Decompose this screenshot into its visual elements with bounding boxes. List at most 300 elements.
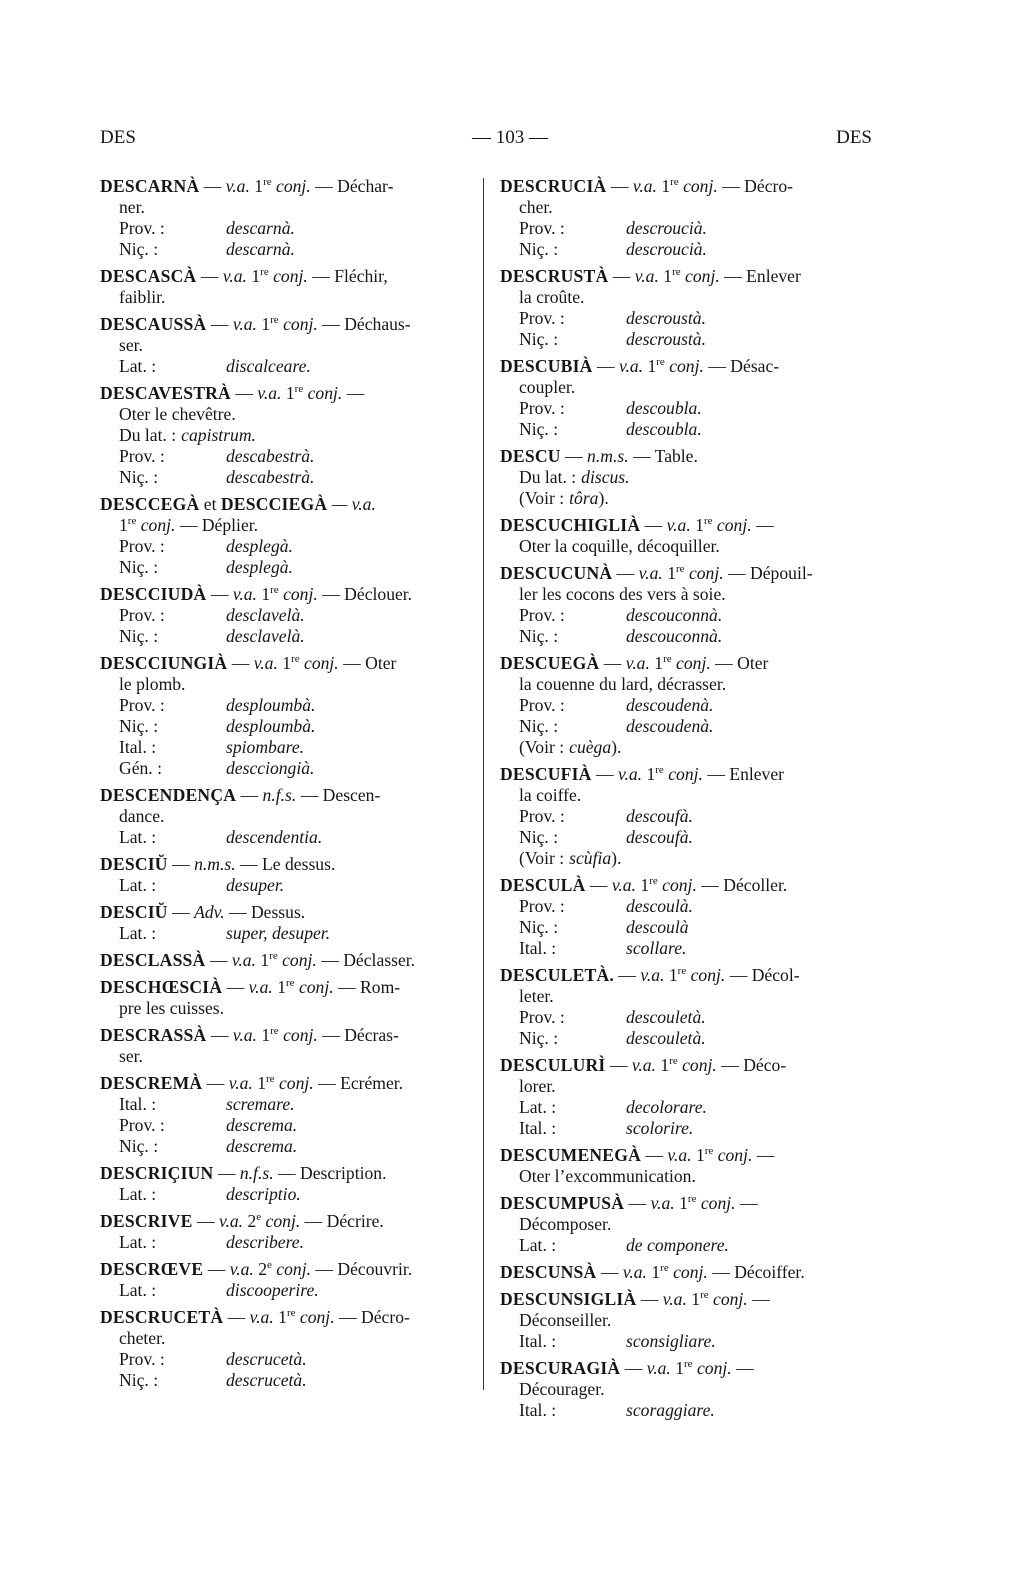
etymology-form: desclavelà. — [226, 626, 305, 646]
definition-text: coupler. — [519, 377, 576, 397]
definition-text: la coiffe. — [519, 785, 582, 805]
headword: DESCUMENEGÀ — [500, 1145, 642, 1165]
headword: DESCLASSÀ — [100, 950, 206, 970]
grammar-label: — v.a. — [331, 494, 376, 514]
etymology-form: descarnà. — [226, 239, 295, 259]
etymology-language: Gén. : — [119, 758, 162, 778]
etymology-language: Prov. : — [119, 1115, 165, 1135]
definition-continuation — [500, 674, 874, 695]
etymology-language: Niç. : — [119, 626, 159, 646]
headword: DESCUNSÀ — [500, 1262, 597, 1282]
dictionary-entry — [100, 1163, 475, 1205]
etymology-form: descouconnà. — [626, 626, 723, 646]
headword: DESCIŬ — [100, 854, 168, 874]
etymology-form: descrucetà. — [226, 1349, 307, 1369]
conjugation-label: conj. — [265, 1211, 301, 1231]
etymology-line — [500, 308, 874, 329]
grammar-label: v.a. — [257, 383, 282, 403]
etymology-language: Lat. : — [519, 1235, 557, 1255]
conjugation-number: 1 — [254, 176, 264, 196]
page-number: — 103 — — [472, 127, 548, 148]
definition-start: — — [736, 1358, 754, 1378]
conjugation-superscript: e — [256, 1211, 262, 1224]
entry-head-line: DESCIŬ — Adv. — Dessus. — [100, 902, 306, 922]
headword: DESCUCHIGLIÀ — [500, 515, 641, 535]
etymology-line — [100, 425, 475, 446]
etymology-line — [100, 605, 475, 626]
dictionary-entry — [100, 902, 475, 944]
etymology-line — [100, 1370, 475, 1391]
conjugation-superscript: re — [677, 965, 687, 978]
dictionary-entry — [500, 446, 874, 509]
conjugation-label: conj. — [685, 266, 720, 286]
entry-head-line: DESCUCHIGLIÀ — v.a. 1re conj. — — [500, 515, 774, 535]
definition-text: Oter l’excommunication. — [519, 1166, 696, 1186]
conjugation-number: 1 — [282, 653, 292, 673]
entry-head-line: DESCRIVE — v.a. 2e conj. — Décrire. — [100, 1211, 384, 1231]
conjugation-number: 1 — [251, 266, 261, 286]
etymology-form: descoudenà. — [626, 716, 714, 736]
etymology-form: scolorire. — [626, 1118, 694, 1138]
etymology-line — [100, 467, 475, 488]
dictionary-entry — [500, 1358, 874, 1421]
definition-start: — Décol- — [729, 965, 800, 985]
conjugation-label: conj. — [683, 176, 718, 196]
etymology-form: decolorare. — [626, 1097, 707, 1117]
etymology-form: descoulà — [626, 917, 689, 937]
definition-start: — Oter — [715, 653, 769, 673]
definition-start: — Déclouer. — [322, 584, 413, 604]
etymology-line — [100, 1232, 475, 1253]
dictionary-entry — [100, 977, 475, 1019]
column-left — [100, 176, 475, 1397]
etymology-language: Lat. : — [119, 1232, 157, 1252]
dictionary-entry — [500, 176, 874, 260]
definition-start: — Description. — [278, 1163, 387, 1183]
etymology-form: desploumbà. — [226, 716, 316, 736]
etymology-language: Niç. : — [519, 329, 559, 349]
definition-start: — Décras- — [322, 1025, 399, 1045]
definition-start: — Décoiffer. — [712, 1262, 805, 1282]
etymology-language: Prov. : — [519, 1007, 565, 1027]
definition-text: le plomb. — [119, 674, 186, 694]
conjugation-number: 1 — [660, 1055, 670, 1075]
headword: DESCCIUDÀ — [100, 584, 207, 604]
headword: DESCURAGIÀ — [500, 1358, 621, 1378]
etymology-line — [100, 1115, 475, 1136]
etymology-language: Prov. : — [119, 605, 165, 625]
headword: DESCUBIÀ — [500, 356, 593, 376]
entry-head-line: DESCUBIÀ — v.a. 1re conj. — Désac- — [500, 356, 780, 376]
etymology-line — [500, 1400, 874, 1421]
conjugation-number: 1 — [261, 584, 271, 604]
etymology-line — [500, 239, 874, 260]
conjugation-number: 2 — [258, 1259, 267, 1279]
entry-head-line: DESCENDENÇA — n.f.s. — Descen- — [100, 785, 381, 805]
definition-continuation — [100, 1046, 475, 1067]
dictionary-entry — [500, 965, 874, 1049]
etymology-form: desplegà. — [226, 536, 293, 556]
entry-head-line: DESCAVESTRÀ — v.a. 1re conj. — — [100, 383, 365, 403]
entry-head-line: DESCASCÀ — v.a. 1re conj. — Fléchir, — [100, 266, 388, 286]
definition-continuation — [100, 404, 475, 425]
etymology-language: Ital. : — [519, 1118, 557, 1138]
headword: DESCENDENÇA — [100, 785, 237, 805]
dictionary-entry — [500, 1262, 874, 1283]
etymology-language: Niç. : — [519, 239, 559, 259]
etymology-language: Lat. : — [119, 827, 157, 847]
dictionary-entry — [100, 494, 475, 578]
conjugation-label: conj. — [716, 515, 752, 535]
etymology-form: scùfia — [569, 848, 612, 868]
etymology-form: de componere. — [626, 1235, 729, 1255]
etymology-line — [100, 875, 475, 896]
etymology-line — [100, 1136, 475, 1157]
etymology-language: Prov. : — [119, 446, 165, 466]
dictionary-entry — [500, 653, 874, 758]
definition-start: — Dépouil- — [728, 563, 813, 583]
headword: DESCAUSSÀ — [100, 314, 207, 334]
etymology-language: Du lat. : — [119, 425, 177, 445]
headword: DESCUFIÀ — [500, 764, 592, 784]
etymology-form: descoulà. — [626, 896, 693, 916]
conjugation-label: conj. — [668, 764, 703, 784]
etymology-line — [500, 398, 874, 419]
conjugation-label: conj. — [688, 563, 724, 583]
grammar-label: v.a. — [650, 1193, 675, 1213]
etymology-form: descabestrà. — [226, 446, 315, 466]
etymology-language: Prov. : — [519, 896, 565, 916]
headword: DESCUNSIGLIÀ — [500, 1289, 637, 1309]
etymology-language: Ital. : — [119, 737, 157, 757]
conjugation-superscript: re — [704, 1145, 714, 1158]
entry-head-line: DESCIŬ — n.m.s. — Le dessus. — [100, 854, 336, 874]
dictionary-entry — [500, 1055, 874, 1139]
etymology-form: describere. — [226, 1232, 305, 1252]
dictionary-entry — [100, 314, 475, 377]
dictionary-entry — [100, 1025, 475, 1067]
etymology-line — [100, 758, 475, 779]
conjugation-number: 1 — [679, 1193, 688, 1213]
etymology-form: scoraggiare. — [626, 1400, 715, 1420]
etymology-line — [500, 737, 874, 758]
etymology-form: discus. — [581, 467, 630, 487]
definition-text: Déconseiller. — [519, 1310, 612, 1330]
etymology-form: desplegà. — [226, 557, 293, 577]
etymology-language: Ital. : — [519, 1400, 557, 1420]
dictionary-entry — [500, 266, 874, 350]
grammar-label: v.a. — [218, 1211, 244, 1231]
definition-start: — Dessus. — [228, 902, 306, 922]
definition-continuation — [500, 287, 874, 308]
definition-start: — Déclasser. — [321, 950, 416, 970]
headword: DESCHŒSCIÀ — [100, 977, 223, 997]
conjugation-number: 1 — [661, 176, 671, 196]
grammar-label: v.a. — [666, 515, 691, 535]
conjugation-number: 1 — [640, 875, 650, 895]
etymology-form: descouconnà. — [626, 605, 723, 625]
etymology-language: Niç. : — [119, 1136, 159, 1156]
etymology-line — [500, 1331, 874, 1352]
entry-head-line: DESCARNÀ — v.a. 1re conj. — Déchar- — [100, 176, 394, 196]
etymology-language: Niç. : — [519, 419, 559, 439]
definition-start: — Oter — [343, 653, 397, 673]
etymology-line — [100, 695, 475, 716]
etymology-line — [100, 1094, 475, 1115]
definition-continuation — [100, 806, 475, 827]
conjugation-superscript: re — [285, 977, 295, 990]
headword: DESCRŒVE — [100, 1259, 204, 1279]
etymology-language: Lat. : — [119, 875, 157, 895]
etymology-language: Niç. : — [519, 917, 559, 937]
etymology-line — [100, 716, 475, 737]
definition-continuation — [500, 1214, 874, 1235]
etymology-language: Lat. : — [119, 923, 157, 943]
grammar-label: v.a. — [231, 950, 256, 970]
definition-start: — Déco- — [721, 1055, 787, 1075]
etymology-line — [100, 923, 475, 944]
etymology-line — [100, 1280, 475, 1301]
etymology-language: Niç. : — [119, 1370, 159, 1390]
etymology-form: scollare. — [626, 938, 687, 958]
conjugation-number: 1 — [277, 977, 286, 997]
dictionary-entry — [100, 785, 475, 848]
definition-continuation — [500, 377, 874, 398]
etymology-line — [500, 605, 874, 626]
dictionary-entry — [100, 854, 475, 896]
conjugation-label: conj. — [273, 266, 308, 286]
headword: DESCREMÀ — [100, 1073, 203, 1093]
grammar-label: v.a. — [617, 764, 643, 784]
entry-head-line: DESCUMPUSÀ — v.a. 1re conj. — — [500, 1193, 758, 1213]
headword: DESCAVESTRÀ — [100, 383, 231, 403]
entry-head-line: DESCAUSSÀ — v.a. 1re conj. — Déchaus- — [100, 314, 411, 334]
grammar-label: v.a. — [634, 266, 659, 286]
entry-head-line: DESCURAGIÀ — v.a. 1re conj. — — [500, 1358, 754, 1378]
grammar-label: v.a. — [625, 653, 650, 673]
entry-head-line: DESCRUCIÀ — v.a. 1re conj. — Décro- — [500, 176, 794, 196]
definition-text: Décourager. — [519, 1379, 605, 1399]
dictionary-entry — [100, 1211, 475, 1253]
entry-head-line: DESCUCUNÀ — v.a. 1re conj. — Dépouil- — [500, 563, 813, 583]
conjugation-number: 1 — [663, 266, 673, 286]
definition-start: — Désac- — [708, 356, 780, 376]
definition-start: — Déchaus- — [322, 314, 411, 334]
etymology-form: descriptio. — [226, 1184, 301, 1204]
definition-continuation — [100, 197, 475, 218]
conjugation-superscript: re — [672, 266, 681, 279]
conjugation-label: conj. — [682, 1055, 717, 1075]
entry-head-line: DESCRIÇIUN — n.f.s. — Description. — [100, 1163, 387, 1183]
definition-start: — — [752, 1289, 770, 1309]
grammar-label: v.a. — [622, 1262, 647, 1282]
etymology-form: descendentia. — [226, 827, 323, 847]
dictionary-entry — [500, 563, 874, 647]
conjugation-superscript: re — [266, 1073, 275, 1086]
conjugation-label: conj. — [673, 1262, 708, 1282]
dictionary-entry — [500, 1145, 874, 1187]
definition-text: Oter le chevêtre. — [119, 404, 236, 424]
grammar-label: v.a. — [253, 653, 278, 673]
headword: DESCCIUNGIÀ — [100, 653, 228, 673]
entry-head-line: DESCULETÀ. — v.a. 1re conj. — Décol- — [500, 965, 800, 985]
definition-continuation — [500, 986, 874, 1007]
headword-variant: DESCCIEGÀ — [220, 494, 328, 514]
conjugation-label: conj. — [298, 977, 334, 997]
definition-start: — — [346, 383, 365, 403]
conjugation-number: 1 — [668, 965, 678, 985]
conjugation-number: 2 — [247, 1211, 257, 1231]
headword: DESCCEGÀ — [100, 494, 200, 514]
etymology-language: Niç. : — [519, 626, 559, 646]
definition-text: cher. — [519, 197, 553, 217]
etymology-language: Niç. : — [519, 716, 559, 736]
etymology-form: descciongià. — [226, 758, 315, 778]
entry-head-line: DESCRUCETÀ — v.a. 1re conj. — Décro- — [100, 1307, 410, 1327]
conjugation-number: 1 — [260, 950, 270, 970]
headword: DESCRUSTÀ — [500, 266, 609, 286]
etymology-form: descarnà. — [226, 218, 295, 238]
etymology-line — [500, 806, 874, 827]
etymology-line — [500, 695, 874, 716]
definition-continuation — [500, 785, 874, 806]
etymology-language: Niç. : — [119, 467, 159, 487]
etymology-language: Ital. : — [119, 1094, 157, 1114]
etymology-form: desuper. — [226, 875, 285, 895]
conjugation-label: conj. — [299, 1307, 335, 1327]
entry-head-line: DESCUNSÀ — v.a. 1re conj. — Décoiffer. — [500, 1262, 805, 1282]
grammar-label: n.m.s. — [587, 446, 629, 466]
entry-head-line: DESCHŒSCIÀ — v.a. 1re conj. — Rom- — [100, 977, 401, 997]
dictionary-entry — [500, 764, 874, 869]
conjugation-number: 1 — [647, 356, 657, 376]
entry-head-line: DESCUFIÀ — v.a. 1re conj. — Enlever — [500, 764, 785, 784]
conjugation-label: conj. — [282, 950, 317, 970]
definition-text: ser. — [119, 1046, 143, 1066]
grammar-label: v.a. — [646, 1358, 671, 1378]
definition-start: — Ecrémer. — [318, 1073, 404, 1093]
conjugation-superscript: re — [260, 266, 269, 279]
column-divider — [483, 178, 484, 1390]
etymology-language: Prov. : — [519, 695, 565, 715]
etymology-line — [500, 1235, 874, 1256]
conjugation-superscript: re — [669, 1055, 678, 1068]
definition-text: ser. — [119, 335, 143, 355]
definition-text: Décomposer. — [519, 1214, 612, 1234]
dictionary-entry — [500, 1289, 874, 1352]
conjugation-label: conj. — [276, 176, 311, 196]
headword: DESCRUCETÀ — [100, 1307, 224, 1327]
grammar-label: n.m.s. — [194, 854, 236, 874]
entry-head-line: DESCCIUDÀ — v.a. 1re conj. — Déclouer. — [100, 584, 413, 604]
conjugation-number: 1 — [646, 764, 656, 784]
dictionary-entry — [500, 356, 874, 440]
grammar-label: v.a. — [632, 176, 657, 196]
etymology-language: Prov. : — [519, 806, 565, 826]
conjugation-number: 1 — [261, 1025, 271, 1045]
etymology-form: desploumbà. — [226, 695, 316, 715]
etymology-language: Prov. : — [119, 1349, 165, 1369]
definition-start: — Fléchir, — [312, 266, 388, 286]
etymology-language: Lat. : — [119, 1280, 157, 1300]
grammar-label: v.a. — [249, 1307, 274, 1327]
headword: DESCULETÀ. — [500, 965, 614, 985]
definition-continuation — [100, 998, 475, 1019]
etymology-line — [500, 848, 874, 869]
headword: DESCUEGÀ — [500, 653, 600, 673]
headword: DESCU — [500, 446, 561, 466]
dictionary-entry — [100, 584, 475, 647]
etymology-language: Niç. : — [119, 716, 159, 736]
conjugation-superscript: re — [675, 563, 685, 576]
conjugation-number: 1 — [675, 1358, 685, 1378]
etymology-line — [100, 1349, 475, 1370]
closing-punctuation: ). — [611, 737, 622, 757]
etymology-form: sconsigliare. — [626, 1331, 716, 1351]
etymology-line — [500, 1097, 874, 1118]
etymology-line — [500, 329, 874, 350]
etymology-form: descoudenà. — [626, 695, 714, 715]
etymology-line — [100, 446, 475, 467]
entry-head-line: DESCUEGÀ — v.a. 1re conj. — Oter — [500, 653, 769, 673]
definition-start: — — [756, 1145, 775, 1165]
entry-head-line: DESCREMÀ — v.a. 1re conj. — Ecrémer. — [100, 1073, 404, 1093]
conjugation-superscript: re — [291, 653, 300, 666]
dictionary-entry — [100, 266, 475, 308]
headword: DESCUCUNÀ — [500, 563, 613, 583]
conjugation-number: 1 — [654, 653, 664, 673]
etymology-language: Lat. : — [119, 356, 157, 376]
conjugation-superscript: re — [269, 950, 278, 963]
conjugation-superscript: re — [660, 1262, 669, 1275]
etymology-line — [500, 218, 874, 239]
conjugation-label: conj. — [304, 653, 339, 673]
headword: DESCULÀ — [500, 875, 586, 895]
etymology-line — [100, 1184, 475, 1205]
etymology-line — [500, 1028, 874, 1049]
etymology-line — [500, 488, 874, 509]
dictionary-entry — [500, 875, 874, 959]
grammar-label: n.f.s. — [262, 785, 297, 805]
running-head-left: DES — [100, 127, 136, 148]
closing-punctuation: ). — [611, 848, 622, 868]
definition-text: faiblir. — [119, 287, 166, 307]
conjugation-number: 1 — [285, 383, 295, 403]
entry-head-line: DESCLASSÀ — v.a. 1re conj. — Déclasser. — [100, 950, 416, 970]
grammar-label: v.a. — [631, 1055, 656, 1075]
conjugation-number: 1 — [695, 515, 704, 535]
grammar-label: v.a. — [232, 584, 257, 604]
conjugation-label: conj. — [140, 515, 176, 535]
definition-text: pre les cuisses. — [119, 998, 225, 1018]
conjugation-label: conj. — [669, 356, 704, 376]
definition-start: — Rom- — [338, 977, 401, 997]
etymology-language: Lat. : — [519, 1097, 557, 1117]
entry-head-line — [100, 494, 475, 515]
headword: DESCULURÌ — [500, 1055, 606, 1075]
etymology-line — [100, 737, 475, 758]
definition-start: — Le dessus. — [240, 854, 336, 874]
conjugation-label: conj. — [276, 1259, 311, 1279]
entry-head-line: DESCRUSTÀ — v.a. 1re conj. — Enlever — [500, 266, 801, 286]
definition-continuation — [500, 584, 874, 605]
etymology-line — [500, 1118, 874, 1139]
grammar-label: v.a. — [638, 563, 663, 583]
conjugation-superscript: re — [684, 1358, 693, 1371]
conjugation-number: 1 — [278, 1307, 287, 1327]
etymology-form: descoubla. — [626, 419, 702, 439]
etymology-form: descoubla. — [626, 398, 702, 418]
